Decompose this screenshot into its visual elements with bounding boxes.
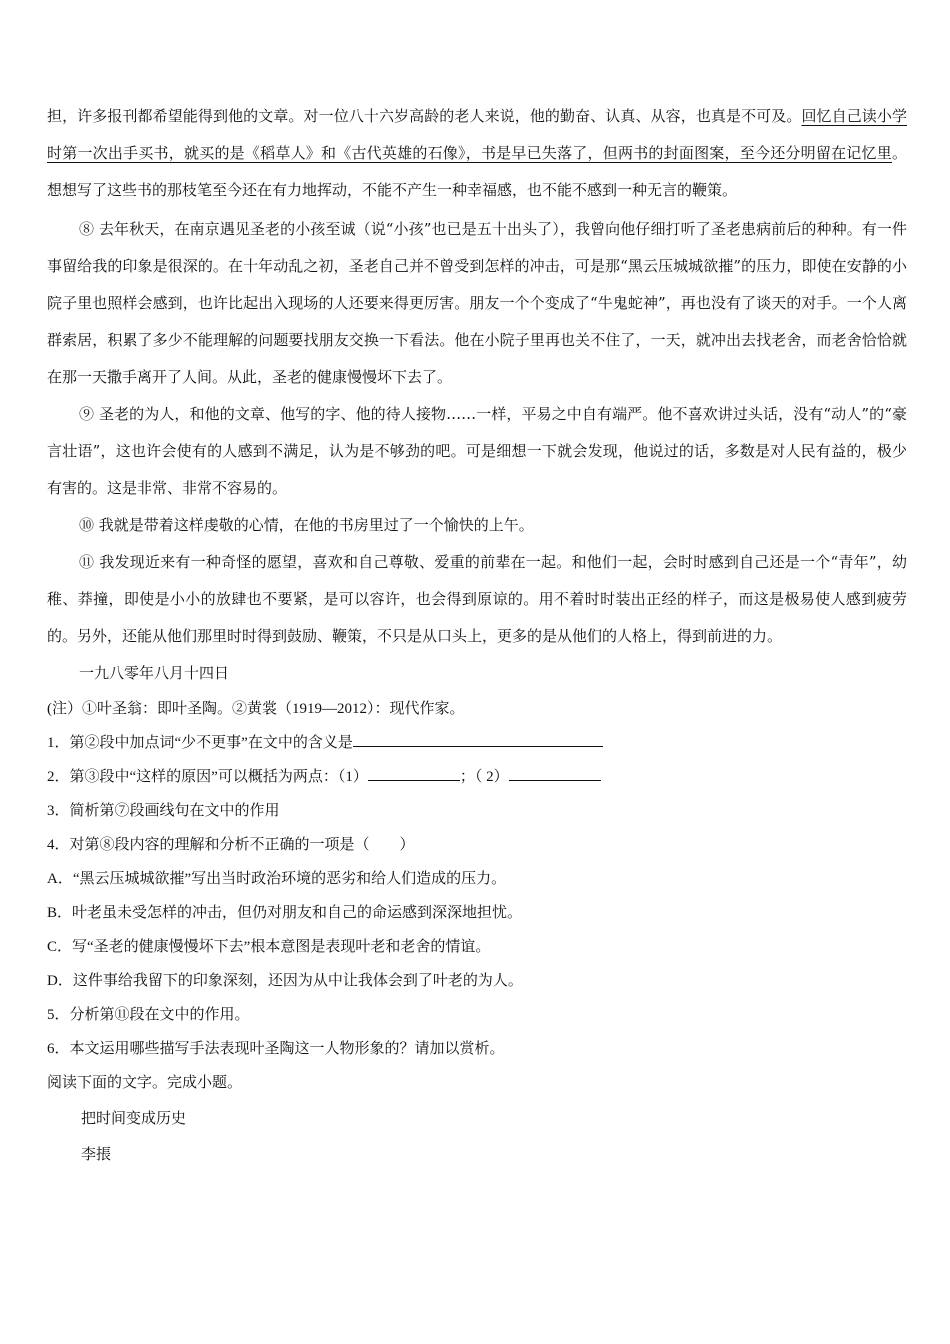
article-date: 一九八零年八月十四日 (79, 664, 230, 682)
question-1 (47, 726, 907, 760)
answer-blank-2a[interactable] (368, 762, 460, 781)
question-3: 3．简析第⑦段画线句在文中的作用 (47, 803, 280, 819)
answer-blank-1[interactable] (353, 728, 603, 747)
question-2-text-a: 2．第③段中“这样的原因”可以概括为两点：（1） (47, 769, 368, 785)
paragraph-7 (47, 98, 907, 209)
paragraph-11: ⑪ 我发现近来有一种奇怪的愿望，喜欢和自己尊敬、爱重的前辈在一起。和他们一起，会时时感到自己还是一个“青年”，幼稚、莽撞，即使是小小的放肆也不要紧，是可以容许，也会得到原谅的。用不着时时装出正经的样子，而这是极易使人感到疲劳的。另外，还能从他们那里时时得到鼓励、鞭策，不只是从口头上，更多的是从他们的人格上，得到前进的力。 (47, 553, 907, 645)
p7-text-start: 担，许多报刊都希望能得到他的文章。对一位八十六岁高龄的老人来说，他的勤奋、认真、从容，也真是不可及。 (47, 107, 802, 125)
next-article-author: 李掁 (81, 1145, 112, 1163)
paragraph-8: ⑧ 去年秋天，在南京遇见圣老的小孩至诚（说“小孩”也已是五十出头了），我曾向他仔细打听了圣老患病前后的种种。有一件事留给我的印象是很深的。在十年动乱之初，圣老自己并不曾受到怎样的冲击，可是那“黑云压城城欲摧”的压力，即使在安静的小院子里也照样会感到，也许比起出入现场的人还要来得更厉害。朋友一个个变成了“牛鬼蛇神”，再也没有了谈天的对手。一个人离群索居，积累了多少不能理解的问题要找朋友交换一下看法。他在小院子里再也关不住了，一天，就冲出去找老舍，而老舍恰恰就在那一天撒手离开了人间。从此，圣老的健康慢慢坏下去了。 (47, 220, 907, 386)
article-note: (注）①叶圣翁：即叶圣陶。②黄裳（1919—2012）：现代作家。 (47, 701, 465, 717)
question-2-text-b: ；（ 2） (459, 769, 509, 785)
answer-blank-2b[interactable] (509, 762, 601, 781)
question-1-text: 1．第②段中加点词“少不更事”在文中的含义是 (47, 735, 353, 751)
p7-text-end: 。想想写了这些书的那枝笔至今还在有力地挥动，不能不产生一种幸福感，也不能不感到一种无言的鞭策。 (47, 144, 907, 199)
question-5: 5．分析第⑪段在文中的作用。 (47, 1007, 250, 1023)
question-6: 6．本文运用哪些描写手法表现叶圣陶这一人物形象的？请加以赏析。 (47, 1041, 505, 1057)
option-a[interactable]: A．“黑云压城城欲摧”写出当时政治环境的恶劣和给人们造成的压力。 (47, 871, 507, 887)
underlined-sentence: 回忆自己读小学时第一次出手买书，就买的是《稻草人》和《古代英雄的石像》，书是早已失落了，但两书的封面图案，至今还分明留在记忆里 (47, 107, 907, 162)
option-c[interactable]: C．写“圣老的健康慢慢坏下去”根本意图是表现叶老和老舍的情谊。 (47, 939, 491, 955)
paragraph-10: ⑩ 我就是带着这样虔敬的心情，在他的书房里过了一个愉快的上午。 (79, 516, 534, 534)
question-4: 4．对第⑧段内容的理解和分析不正确的一项是（ ） (47, 837, 415, 853)
document-page (47, 98, 907, 1172)
question-2 (47, 760, 907, 794)
paragraph-9: ⑨ 圣老的为人，和他的文章、他写的字、他的待人接物……一样，平易之中自有端严。他不喜欢讲过头话，没有“动人”的“豪言壮语”，这也许会使有的人感到不满足，认为是不够劲的吧。可是细想一下就会发现，他说过的话，多数是对人民有益的，极少有害的。这是非常、非常不容易的。 (47, 405, 907, 497)
option-b[interactable]: B．叶老虽未受怎样的冲击，但仍对朋友和自己的命运感到深深地担忧。 (47, 905, 523, 921)
section-instruction: 阅读下面的文字。完成小题。 (47, 1075, 243, 1091)
option-d[interactable]: D．这件事给我留下的印象深刻，还因为从中让我体会到了叶老的为人。 (47, 973, 523, 989)
next-article-title: 把时间变成历史 (81, 1109, 187, 1127)
